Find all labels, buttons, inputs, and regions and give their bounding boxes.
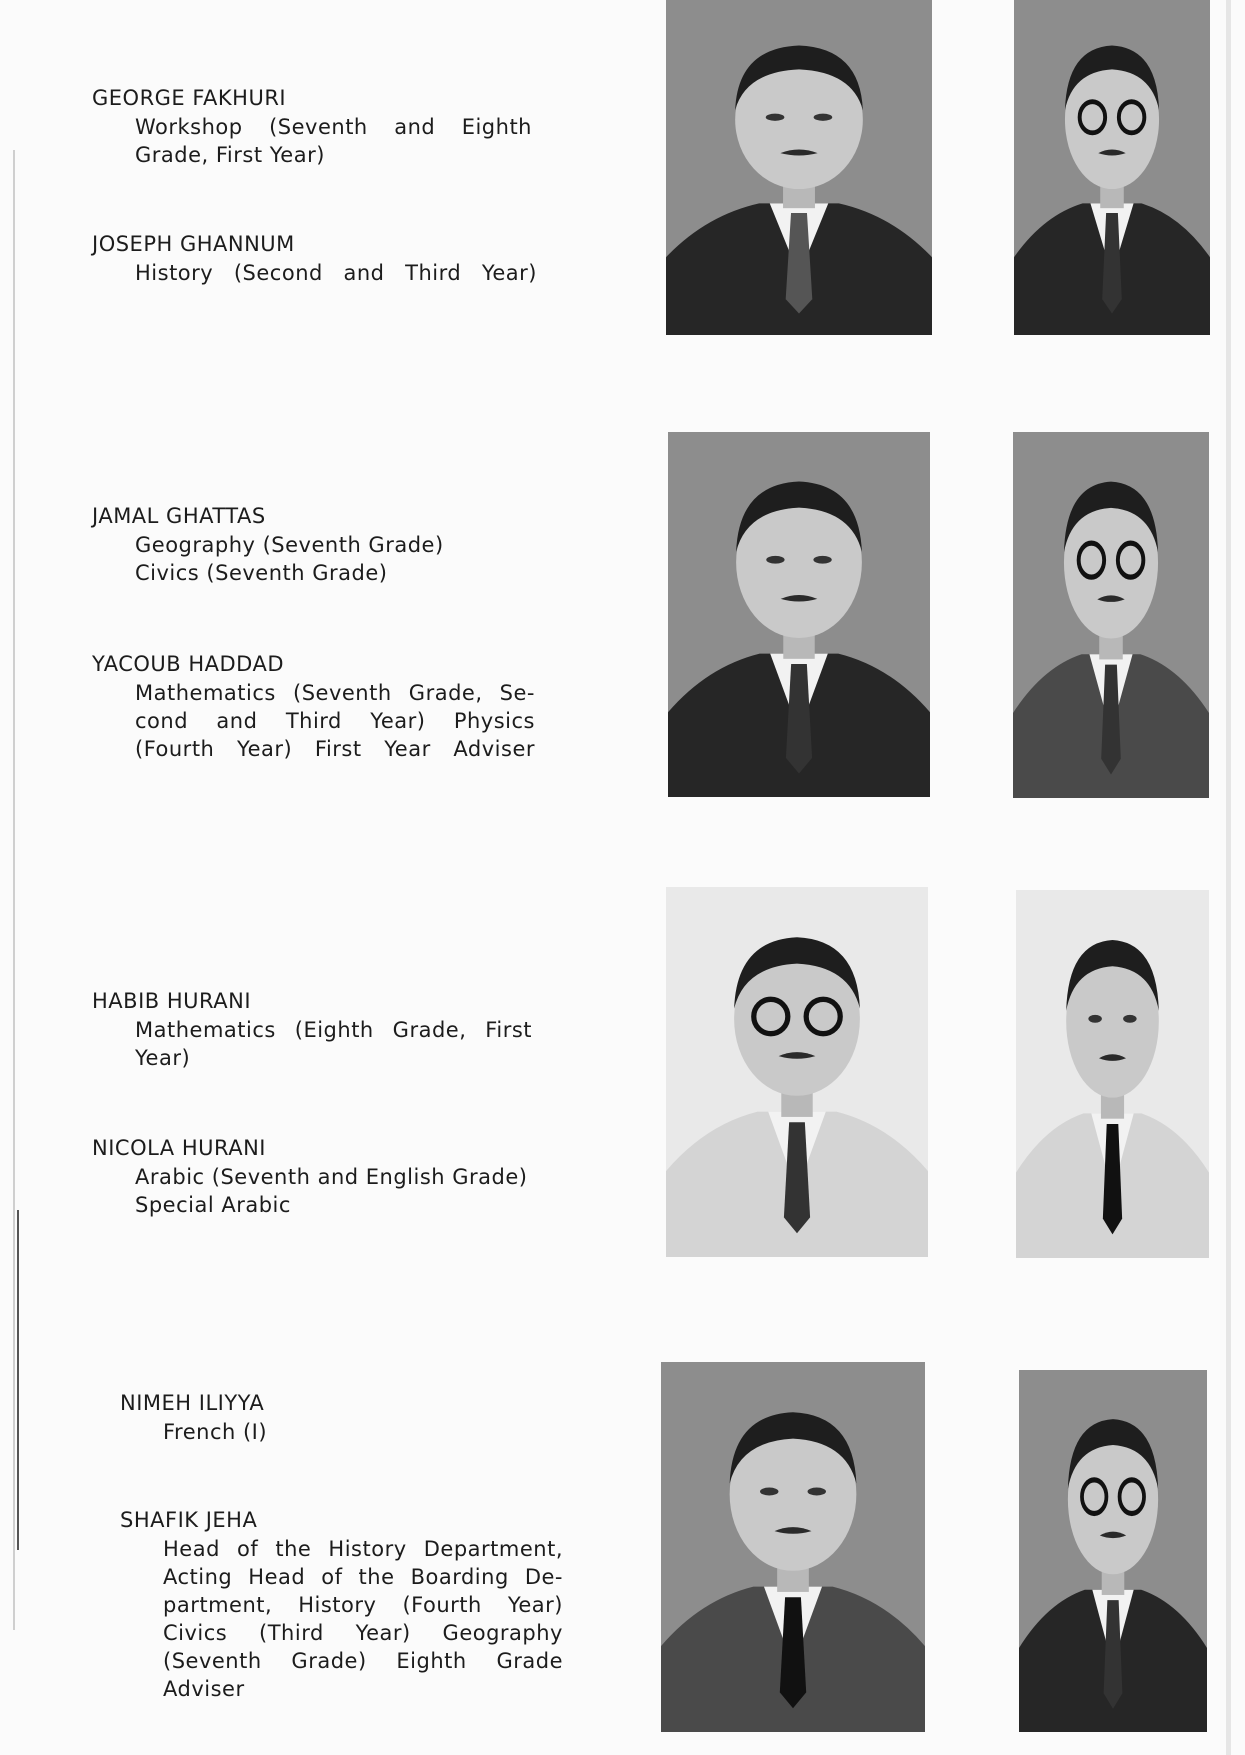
faculty-entry (92, 987, 532, 1072)
portrait-photo (1014, 0, 1210, 335)
description-line: Year) (135, 1046, 191, 1070)
description-line: Civics (Seventh Grade) (135, 561, 388, 585)
eye-shape (766, 114, 785, 121)
faculty-description (135, 1016, 532, 1072)
faculty-description (135, 1163, 537, 1219)
description-line: Acting Head of the Boarding De- (163, 1565, 563, 1589)
eye-shape (1123, 1015, 1137, 1023)
description-line: History (Second and Third Year) (135, 261, 537, 285)
portrait-image (661, 1362, 925, 1732)
description-line: Mathematics (Eighth Grade, First (135, 1018, 532, 1042)
eye-shape (766, 556, 784, 564)
eye-shape (813, 556, 831, 564)
portrait-photo (668, 432, 930, 797)
faculty-description (135, 259, 537, 287)
faculty-name: YACOUB HADDAD (92, 652, 285, 676)
portrait-photo (666, 0, 932, 335)
eye-shape (808, 1488, 826, 1496)
faculty-entry (120, 1506, 563, 1703)
faculty-description (163, 1535, 563, 1703)
portrait-photo (666, 887, 928, 1257)
faculty-name: NICOLA HURANI (92, 1136, 266, 1160)
eye-shape (814, 114, 833, 121)
faculty-description (135, 113, 532, 169)
description-line: Special Arabic (135, 1193, 291, 1217)
portrait-image (1019, 1370, 1207, 1732)
faculty-name: HABIB HURANI (92, 989, 252, 1013)
description-line: partment, History (Fourth Year) (163, 1593, 563, 1617)
description-line: Workshop (Seventh and Eighth (135, 115, 532, 139)
description-line: Adviser (163, 1677, 245, 1701)
page-edge-mark (17, 1210, 19, 1550)
description-line: Grade, First Year) (135, 143, 325, 167)
description-line: (Seventh Grade) Eighth Grade (163, 1649, 563, 1673)
portrait-photo (661, 1362, 925, 1732)
faculty-description (135, 531, 537, 587)
portrait-image (1016, 890, 1209, 1258)
description-line: Civics (Third Year) Geography (163, 1621, 563, 1645)
description-line: Head of the History Department, (163, 1537, 563, 1561)
description-line: Arabic (Seventh and English Grade) (135, 1165, 528, 1189)
faculty-entry (92, 230, 537, 287)
eye-shape (1088, 1015, 1102, 1023)
faculty-name: SHAFIK JEHA (120, 1508, 258, 1532)
portrait-image (666, 887, 928, 1257)
description-line: French (I) (163, 1420, 268, 1444)
description-line: (Fourth Year) First Year Adviser (135, 737, 535, 761)
faculty-entry (92, 84, 532, 169)
faculty-description (135, 679, 535, 763)
description-line: Geography (Seventh Grade) (135, 533, 444, 557)
portrait-photo (1013, 432, 1209, 798)
faculty-name: GEORGE FAKHURI (92, 86, 287, 110)
faculty-entry (92, 502, 537, 587)
eye-shape (760, 1488, 778, 1496)
portrait-image (668, 432, 930, 797)
faculty-entry (120, 1389, 540, 1446)
portrait-photo (1019, 1370, 1207, 1732)
portrait-photo (1016, 890, 1209, 1258)
faculty-name: JOSEPH GHANNUM (92, 232, 295, 256)
description-line: Mathematics (Seventh Grade, Se- (135, 681, 535, 705)
faculty-entry (92, 650, 535, 763)
faculty-description (163, 1418, 540, 1446)
portrait-image (1014, 0, 1210, 335)
portrait-image (666, 0, 932, 335)
faculty-entry (92, 1134, 537, 1219)
portrait-image (1013, 432, 1209, 798)
faculty-name: NIMEH ILIYYA (120, 1391, 265, 1415)
page-right-edge (1226, 0, 1231, 1755)
description-line: cond and Third Year) Physics (135, 709, 535, 733)
faculty-name: JAMAL GHATTAS (92, 504, 266, 528)
page-edge-shadow (13, 150, 15, 1630)
